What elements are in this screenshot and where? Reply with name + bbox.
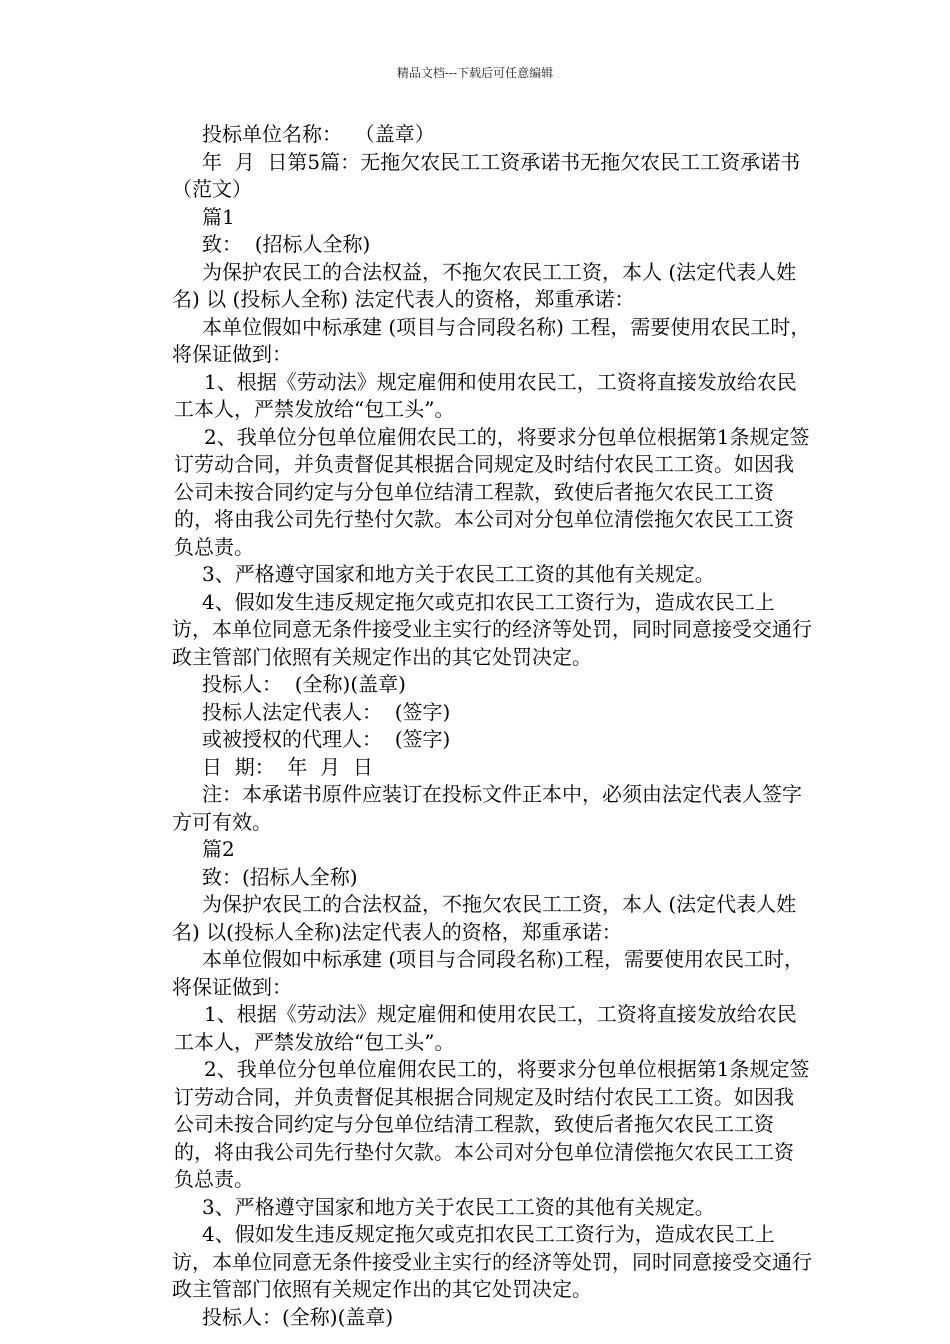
agent-signature-line: 或被授权的代理人： (签字) bbox=[202, 727, 451, 751]
header-note: 精品文档---下载后可任意编辑 bbox=[396, 66, 554, 80]
date-and-title-line: 年 月 日第5篇：无拖欠农民工工资承诺书无拖欠农民工工资承诺书（范文） bbox=[172, 149, 801, 201]
clause-4: 4、假如发生违反规定拖欠或克扣农民工工资行为，造成农民工上访，本单位同意无条件接受业主实行的经济等处罚，同时同意接受交通行政主管部门依照有关规定作出的其它处罚决定。 bbox=[172, 589, 812, 669]
bidder-signature-line: 投标人：(全称)(盖章) bbox=[202, 1304, 394, 1329]
clause-1: 1、根据《劳动法》规定雇佣和使用农民工，工资将直接发放给农民工本人，严禁发放给“包工头”。 bbox=[174, 1002, 797, 1054]
clause-2: 2、我单位分包单位雇佣农民工的，将要求分包单位根据第1条规定签订劳动合同，并负责督促其根据合同规定及时结付农民工工资。如因我公司未按合同约定与分包单位结清工程款，致使后者拖欠农民工工资的，将由我公司先行垫付欠款。本公司对分包单位清偿拖欠农民工工资负总责。 bbox=[174, 424, 810, 559]
clause-3: 3、严格遵守国家和地方关于农民工工资的其他有关规定。 bbox=[202, 1194, 715, 1219]
document-body bbox=[172, 121, 812, 1331]
section-heading-2: 篇2 bbox=[202, 837, 235, 861]
commitment-paragraph: 本单位假如中标承建 (项目与合同段名称)工程，需要使用农民工时，将保证做到： bbox=[172, 947, 804, 999]
addressee-line: 致： (招标人全称) bbox=[202, 232, 371, 256]
date-line: 日 期： 年 月 日 bbox=[202, 754, 373, 779]
bidder-signature-line: 投标人： (全称)(盖章) bbox=[202, 672, 406, 696]
bidder-name-line: 投标单位名称： （盖章） bbox=[202, 122, 435, 146]
legal-rep-signature-line: 投标人法定代表人： (签字) bbox=[202, 699, 451, 724]
intro-paragraph: 为保护农民工的合法权益，不拖欠农民工工资，本人 (法定代表人姓名) 以(投标人全称)法定代表人的资格，郑重承诺： bbox=[172, 892, 797, 944]
clause-3: 3、严格遵守国家和地方关于农民工工资的其他有关规定。 bbox=[202, 562, 715, 586]
clause-4: 4、假如发生违反规定拖欠或克扣农民工工资行为，造成农民工上访，本单位同意无条件接受业主实行的经济等处罚，同时同意接受交通行政主管部门依照有关规定作出的其它处罚决定。 bbox=[172, 1222, 812, 1301]
note-paragraph: 注：本承诺书原件应装订在投标文件正本中，必须由法定代表人签字方可有效。 bbox=[172, 782, 802, 834]
section-heading-1: 篇1 bbox=[202, 204, 235, 229]
clause-2: 2、我单位分包单位雇佣农民工的，将要求分包单位根据第1条规定签订劳动合同，并负责督促其根据合同规定及时结付农民工工资。如因我公司未按合同约定与分包单位结清工程款，致使后者拖欠农民工工资的，将由我公司先行垫付欠款。本公司对分包单位清偿拖欠农民工工资负总责。 bbox=[174, 1057, 810, 1191]
addressee-line: 致：(招标人全称) bbox=[202, 864, 358, 889]
clause-1: 1、根据《劳动法》规定雇佣和使用农民工，工资将直接发放给农民工本人，严禁发放给“包工头”。 bbox=[174, 369, 797, 421]
commitment-paragraph: 本单位假如中标承建 (项目与合同段名称) 工程，需要使用农民工时，将保证做到： bbox=[172, 314, 811, 366]
intro-paragraph: 为保护农民工的合法权益，不拖欠农民工工资，本人 (法定代表人姓名) 以 (投标人全称) 法定代表人的资格，郑重承诺： bbox=[172, 259, 797, 311]
